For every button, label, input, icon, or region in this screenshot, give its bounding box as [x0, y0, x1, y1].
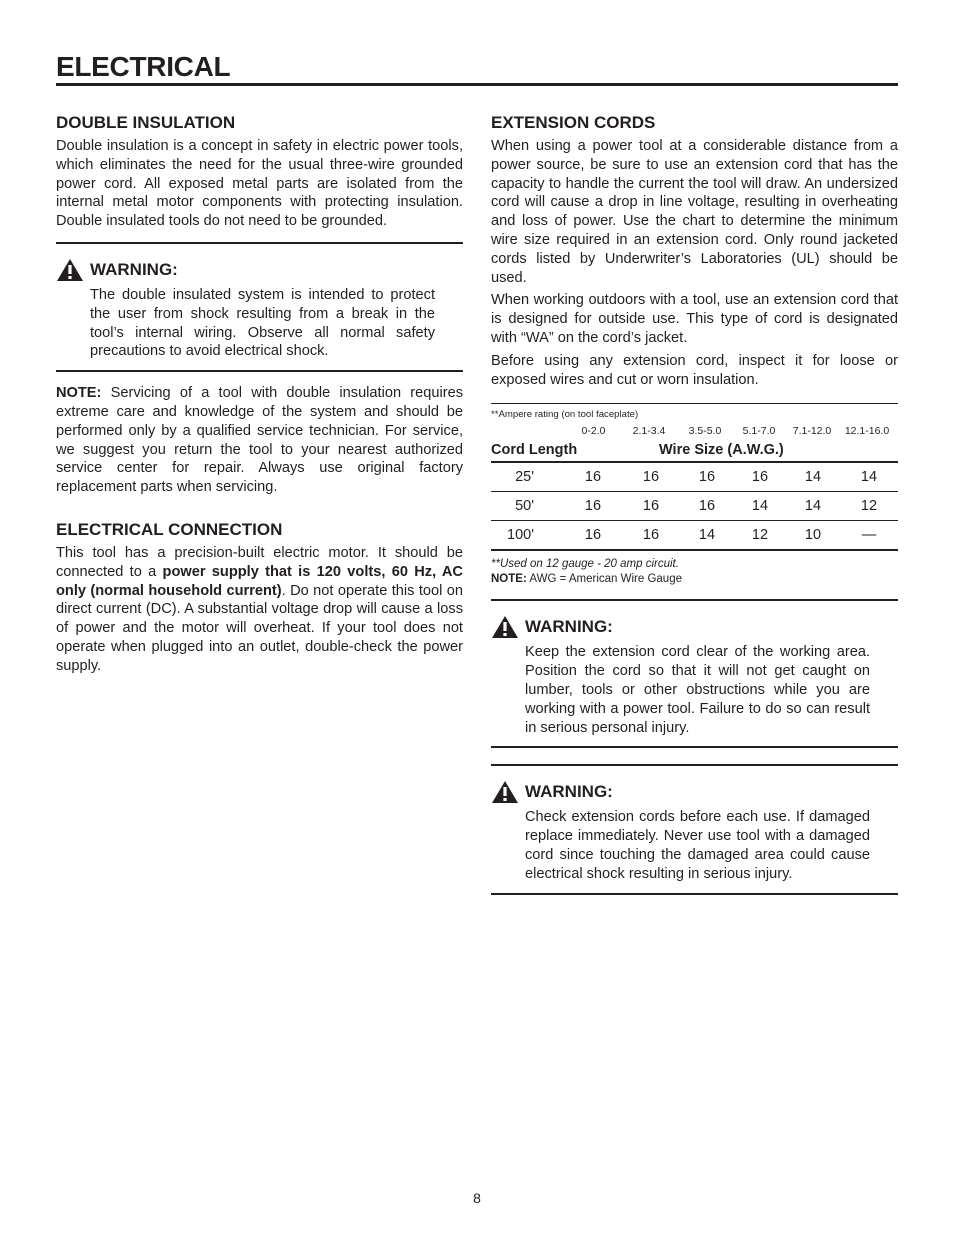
wire-size-cell: 16	[698, 469, 716, 486]
page-number: 8	[473, 1190, 481, 1206]
wire-size-cell: 14	[804, 498, 822, 515]
gauge-footnote: **Used on 12 gauge - 20 amp circuit.	[491, 558, 679, 571]
warning-triangle-icon	[491, 780, 519, 804]
extension-cords-paragraph: When using a power tool at a considerable distance from a power source, be sure to use an extension cord that has the capacity to handle the current the tool will draw. An undersized cord will cause a drop in line voltage, resulting in overheating and loss of power. Use the chart to determine the minimum wire size required in an extension cord. Only round jacketed cords listed by Underwriter’s Laboratories (UL) should be used.	[491, 138, 898, 286]
awg-note-text: AWG = American Wire Gauge	[526, 573, 682, 586]
cord-length-cell: 50'	[515, 498, 534, 515]
ampere-range: 7.1-12.0	[792, 425, 832, 438]
connection-text-bold: power supply that is 120 volts, 60 Hz, AC only (normal household current)	[56, 563, 463, 599]
cord-inspection-warning	[491, 764, 898, 894]
wire-size-cell: —	[861, 527, 877, 544]
table-row	[491, 463, 898, 492]
wire-size-cell: 16	[642, 469, 660, 486]
wire-size-cell: 14	[804, 469, 822, 486]
double-insulation-warning	[56, 242, 463, 372]
page-title: ELECTRICAL	[56, 51, 231, 82]
extension-cords-section	[491, 112, 898, 389]
warning-label: WARNING:	[90, 259, 178, 279]
wire-size-cell: 14	[698, 527, 716, 544]
wire-size-cell: 12	[751, 527, 769, 544]
double-insulation-section	[56, 112, 463, 231]
extension-cords-paragraph: When working outdoors with a tool, use an extension cord that is designed for outside use. This type of cord is designated with “WA” on the cord’s jacket.	[491, 292, 898, 346]
left-column	[56, 112, 463, 676]
wire-size-cell: 16	[698, 498, 716, 515]
wire-size-cell: 14	[860, 469, 878, 486]
warning-header	[56, 258, 463, 282]
ampere-range: 0-2.0	[581, 425, 606, 438]
ampere-range: 3.5-5.0	[688, 425, 722, 438]
wire-size-cell: 16	[751, 469, 769, 486]
wire-size-cell: 16	[642, 527, 660, 544]
double-insulation-heading: DOUBLE INSULATION	[56, 113, 236, 132]
warning-body: The double insulated system is intended to protect the user from shock resulting from a break in the tool’s internal wiring. Observe all normal safety precautions to avoid electrical shock.	[90, 286, 435, 360]
warning-label: WARNING:	[525, 782, 613, 802]
servicing-note	[56, 384, 463, 497]
electrical-connection-section	[56, 519, 463, 676]
table-footnote	[491, 557, 898, 587]
table-row	[491, 492, 898, 521]
warning-body: Keep the extension cord clear of the working area. Position the cord so that it will not get caught on lumber, tools or other obstructions while you are working with a power tool. Failure to do so can result in serious personal injury.	[525, 644, 870, 736]
ampere-rating-caption: **Ampere rating (on tool faceplate)	[491, 409, 639, 421]
wire-size-cell: 16	[584, 469, 602, 486]
warning-triangle-icon	[491, 615, 519, 639]
wire-size-cell: 16	[642, 498, 660, 515]
cord-clearance-warning	[491, 599, 898, 748]
electrical-connection-body	[56, 544, 463, 676]
ampere-range: 2.1-3.4	[632, 425, 666, 438]
warning-body: Check extension cords before each use. If damaged replace immediately. Never use tool with a damaged cord since touching the damaged area could cause electrical shock resulting in serious injury.	[525, 809, 870, 882]
cord-length-cell: 100'	[507, 527, 534, 544]
wire-size-header: Wire Size (A.W.G.)	[659, 442, 784, 459]
awg-note-label: NOTE:	[491, 573, 527, 586]
connection-text-pre: This tool has a precision-built electric motor. It should be connected to a	[56, 544, 463, 580]
extension-cords-heading: EXTENSION CORDS	[491, 113, 656, 132]
warning-header	[491, 615, 898, 639]
cord-length-header: Cord Length	[491, 442, 578, 459]
wire-size-cell: 14	[751, 498, 769, 515]
wire-size-cell: 10	[804, 527, 822, 544]
electrical-connection-heading: ELECTRICAL CONNECTION	[56, 519, 283, 539]
title-rule	[56, 83, 898, 86]
ampere-range-row	[491, 425, 898, 439]
extension-cord-table	[491, 403, 898, 587]
right-column	[491, 112, 898, 895]
warning-triangle-icon	[56, 258, 84, 282]
table-row	[491, 521, 898, 551]
ampere-range: 12.1-16.0	[844, 425, 890, 438]
wire-size-cell: 16	[584, 527, 602, 544]
wire-size-cell: 16	[584, 498, 602, 515]
extension-cords-paragraph: Before using any extension cord, inspect it for loose or exposed wires and cut or worn insulation.	[491, 352, 898, 388]
awg-note	[491, 572, 898, 587]
table-header-row	[491, 439, 898, 463]
warning-label: WARNING:	[525, 617, 613, 637]
ampere-range: 5.1-7.0	[742, 425, 776, 438]
warning-header	[491, 780, 898, 804]
double-insulation-body: Double insulation is a concept in safety in electric power tools, which eliminates the need for the usual three-wire grounded power cord. All exposed metal parts are isolated from the internal metal motor components with protecting insulation. Double insulated tools do not need to be grounded.	[56, 138, 463, 230]
note-label: NOTE:	[56, 385, 102, 402]
note-body: Servicing of a tool with double insulation requires extreme care and knowledge of the system and should be performed only by a qualified service technician. For service, we suggest you return the tool to your nearest authorized service center for repair. Always use original factory replacement parts when servicing.	[56, 385, 463, 496]
wire-size-cell: 12	[860, 498, 878, 515]
cord-length-cell: 25'	[515, 469, 534, 486]
connection-text-post: . Do not operate this tool on direct current (DC). A substantial voltage drop will cause a loss of power and the motor will overheat. If your tool does not operate when plugged into an outlet, double-check the power supply.	[56, 582, 464, 674]
